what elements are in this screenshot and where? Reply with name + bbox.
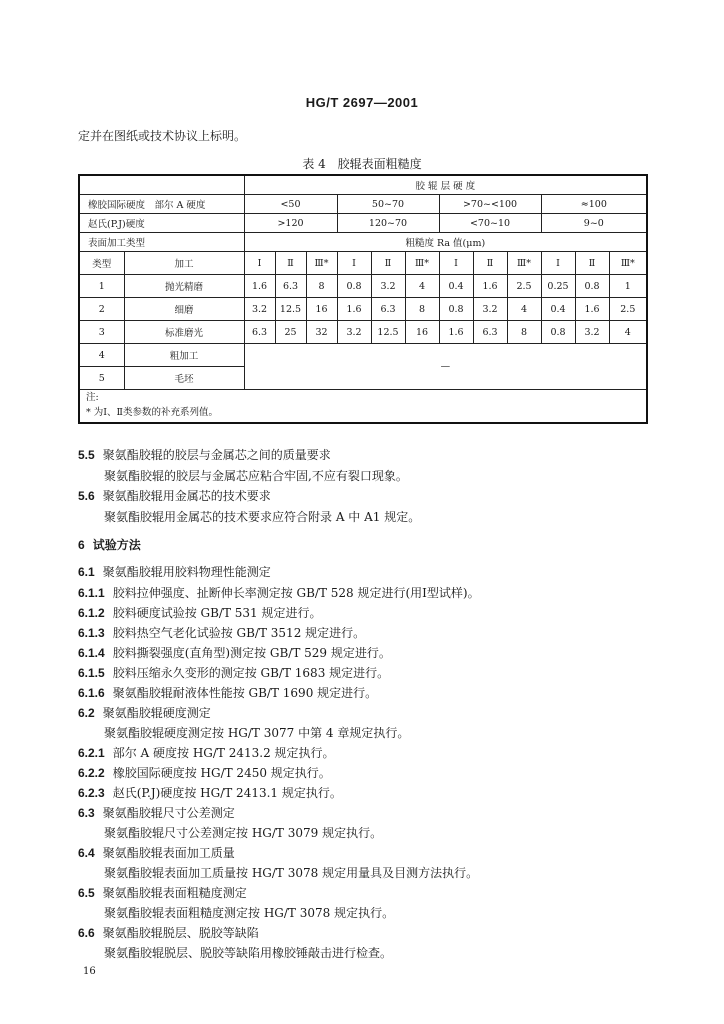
section-number: 5.5 (78, 448, 95, 462)
pj-value: >120 (244, 214, 337, 233)
section-heading (78, 624, 365, 641)
cell-value: 16 (405, 321, 439, 344)
row-number: 4 (79, 344, 124, 367)
section-title: 聚氨酯胶辊的胶层与金属芯之间的质量要求 (102, 448, 331, 462)
row-process: 粗加工 (124, 344, 244, 367)
section-title: 聚氨酯胶辊耐液体性能按 GB/T 1690 规定进行。 (112, 686, 378, 700)
section-title: 聚氨酯胶辊用金属芯的技术要求 (102, 489, 271, 503)
cell-value: 1 (609, 275, 647, 298)
section-number: 6.1 (78, 565, 95, 579)
body-text: 聚氨酯胶辊用金属芯的技术要求应符合附录 A 中 A1 规定。 (104, 510, 421, 524)
cell-value: 4 (405, 275, 439, 298)
grade-header: Ⅲ* (306, 252, 337, 275)
row-process: 标准磨光 (124, 321, 244, 344)
section-title: 聚氨酯胶辊用胶料物理性能测定 (102, 565, 271, 579)
page-header: HG/T 2697—2001 (305, 95, 419, 110)
cell-value: 0.4 (439, 275, 473, 298)
section-title: 胶料压缩永久变形的测定按 GB/T 1683 规定进行。 (112, 666, 390, 680)
cell-value: 6.3 (244, 321, 275, 344)
section-heading (78, 704, 211, 721)
grade-header: Ⅲ* (507, 252, 541, 275)
section-title: 胶料热空气老化试验按 GB/T 3512 规定进行。 (112, 626, 366, 640)
continuation-text: 定并在图纸或技术协议上标明。 (78, 129, 247, 143)
merged-dash-cell: — (244, 344, 647, 390)
grade-header: Ⅱ (371, 252, 405, 275)
cell-value: 3.2 (337, 321, 371, 344)
grade-header: Ⅲ* (405, 252, 439, 275)
cell-value: 1.6 (473, 275, 507, 298)
section-heading (78, 764, 331, 781)
cell-value: 4 (507, 298, 541, 321)
section-heading (78, 584, 480, 601)
section-heading (78, 664, 389, 681)
body-text: 聚氨酯胶辊表面加工质量按 HG/T 3078 规定用量具及目测方法执行。 (104, 866, 479, 880)
pj-value: 9~0 (541, 214, 647, 233)
section-title: 胶料拉伸强度、扯断伸长率测定按 GB/T 528 规定进行(用Ⅰ型试样)。 (112, 586, 480, 600)
section-title: 试验方法 (92, 538, 141, 552)
section-title: 胶料撕裂强度(直角型)测定按 GB/T 529 规定进行。 (112, 646, 391, 660)
table-row (79, 275, 647, 298)
cell-value: 3.2 (371, 275, 405, 298)
chapter-heading (78, 536, 149, 553)
section-number: 6.4 (78, 846, 95, 860)
cell-value: 32 (306, 321, 337, 344)
table-caption (0, 155, 724, 172)
section-number: 6.1.1 (78, 586, 105, 600)
section-title: 聚氨酯胶辊尺寸公差测定 (102, 806, 235, 820)
cell-value: 16 (306, 298, 337, 321)
roughness-title: 粗糙度 Ra 值(μm) (244, 233, 647, 252)
body-text: 聚氨酯胶辊的胶层与金属芯应粘合牢固,不应有裂口现象。 (104, 469, 408, 483)
section-heading (78, 744, 335, 761)
body-text: 聚氨酯胶辊脱层、脱胶等缺陷用橡胶锤敲击进行检查。 (104, 946, 393, 960)
section-number: 6.1.5 (78, 666, 105, 680)
cell-value: 8 (507, 321, 541, 344)
section-heading (78, 884, 247, 901)
body-text: 聚氨酯胶辊表面粗糙度测定按 HG/T 3078 规定执行。 (104, 906, 395, 920)
section-number: 6.3 (78, 806, 95, 820)
irhd-value: <50 (244, 195, 337, 214)
cell-value: 0.8 (541, 321, 575, 344)
cell-value: 12.5 (371, 321, 405, 344)
cell-value: 12.5 (275, 298, 306, 321)
section-number: 6.1.4 (78, 646, 105, 660)
section-title: 赵氏(P.J)硬度按 HG/T 2413.1 规定执行。 (112, 786, 342, 800)
cell-value: 6.3 (371, 298, 405, 321)
grade-header: Ⅰ (244, 252, 275, 275)
body-text: 聚氨酯胶辊尺寸公差测定按 HG/T 3079 规定执行。 (104, 826, 383, 840)
pj-label: 赵氏(P.J)硬度 (79, 214, 244, 233)
pj-value: 120~70 (337, 214, 439, 233)
cell-value: 0.4 (541, 298, 575, 321)
section-heading (78, 784, 342, 801)
section-number: 6.2.2 (78, 766, 105, 780)
section-heading (78, 684, 377, 701)
cell-value: 6.3 (275, 275, 306, 298)
cell-value: 3.2 (575, 321, 609, 344)
section-number: 6 (78, 538, 85, 552)
body-text: 聚氨酯胶辊硬度测定按 HG/T 3077 中第 4 章规定执行。 (104, 726, 410, 740)
grade-header: Ⅱ (275, 252, 306, 275)
section-number: 6.1.6 (78, 686, 105, 700)
irhd-value: ≈100 (541, 195, 647, 214)
process-header: 加工 (124, 252, 244, 275)
row-number: 3 (79, 321, 124, 344)
section-heading (78, 924, 259, 941)
hardness-title: 胶 辊 层 硬 度 (244, 175, 647, 195)
row-number: 5 (79, 367, 124, 390)
cell-value: 4 (609, 321, 647, 344)
cell-value: 1.6 (337, 298, 371, 321)
grade-header: Ⅲ* (609, 252, 647, 275)
cell-value: 0.8 (575, 275, 609, 298)
section-number: 6.2 (78, 706, 95, 720)
row-process: 细磨 (124, 298, 244, 321)
cell-value: 0.25 (541, 275, 575, 298)
section-title: 聚氨酯胶辊表面加工质量 (102, 846, 235, 860)
table-caption-number: 表 4 (302, 157, 326, 171)
section-number: 6.1.3 (78, 626, 105, 640)
cell-value: 1.6 (244, 275, 275, 298)
section-title: 聚氨酯胶辊表面粗糙度测定 (102, 886, 247, 900)
page-number: 16 (83, 966, 96, 977)
cell-value: 6.3 (473, 321, 507, 344)
pj-value: <70~10 (439, 214, 541, 233)
section-title: 橡胶国际硬度按 HG/T 2450 规定执行。 (112, 766, 331, 780)
cell-value: 2.5 (507, 275, 541, 298)
cell-value: 3.2 (244, 298, 275, 321)
grade-header: Ⅱ (575, 252, 609, 275)
surface-type-label: 表面加工类型 (79, 233, 244, 252)
irhd-value: 50~70 (337, 195, 439, 214)
grade-header: Ⅰ (439, 252, 473, 275)
section-heading (78, 604, 322, 621)
note-text: * 为Ⅰ、Ⅱ类参数的补充系列值。 (86, 407, 218, 418)
section-number: 6.1.2 (78, 606, 105, 620)
irhd-label: 橡胶国际硬度 部尔 A 硬度 (79, 195, 244, 214)
section-number: 6.2.1 (78, 746, 105, 760)
row-number: 1 (79, 275, 124, 298)
section-heading (78, 487, 271, 504)
row-process: 毛坯 (124, 367, 244, 390)
row-process: 抛光精磨 (124, 275, 244, 298)
cell-value: 0.8 (337, 275, 371, 298)
cell-value: 8 (405, 298, 439, 321)
section-title: 部尔 A 硬度按 HG/T 2413.2 规定执行。 (112, 746, 335, 760)
cell-value: 25 (275, 321, 306, 344)
section-heading (78, 563, 271, 580)
section-number: 6.5 (78, 886, 95, 900)
roughness-table (78, 174, 648, 424)
irhd-value: >70~<100 (439, 195, 541, 214)
row-number: 2 (79, 298, 124, 321)
table-row (79, 298, 647, 321)
section-title: 胶料硬度试验按 GB/T 531 规定进行。 (112, 606, 322, 620)
grade-header: Ⅰ (337, 252, 371, 275)
section-title: 聚氨酯胶辊脱层、脱胶等缺陷 (102, 926, 259, 940)
table-row (79, 344, 647, 367)
section-title: 聚氨酯胶辊硬度测定 (102, 706, 211, 720)
cell-value: 1.6 (439, 321, 473, 344)
cell-value: 8 (306, 275, 337, 298)
note-label: 注: (86, 392, 99, 403)
section-number: 6.6 (78, 926, 95, 940)
table-caption-title: 胶辊表面粗糙度 (337, 157, 422, 171)
section-heading (78, 844, 235, 861)
grade-header: Ⅰ (541, 252, 575, 275)
type-header: 类型 (79, 252, 124, 275)
section-heading (78, 804, 235, 821)
cell-value: 1.6 (575, 298, 609, 321)
section-heading (78, 644, 391, 661)
table-row (79, 321, 647, 344)
section-number: 5.6 (78, 489, 95, 503)
cell-value: 3.2 (473, 298, 507, 321)
section-number: 6.2.3 (78, 786, 105, 800)
grade-header: Ⅱ (473, 252, 507, 275)
table-note (79, 390, 647, 424)
cell-value: 2.5 (609, 298, 647, 321)
section-heading (78, 446, 331, 463)
cell-value: 0.8 (439, 298, 473, 321)
